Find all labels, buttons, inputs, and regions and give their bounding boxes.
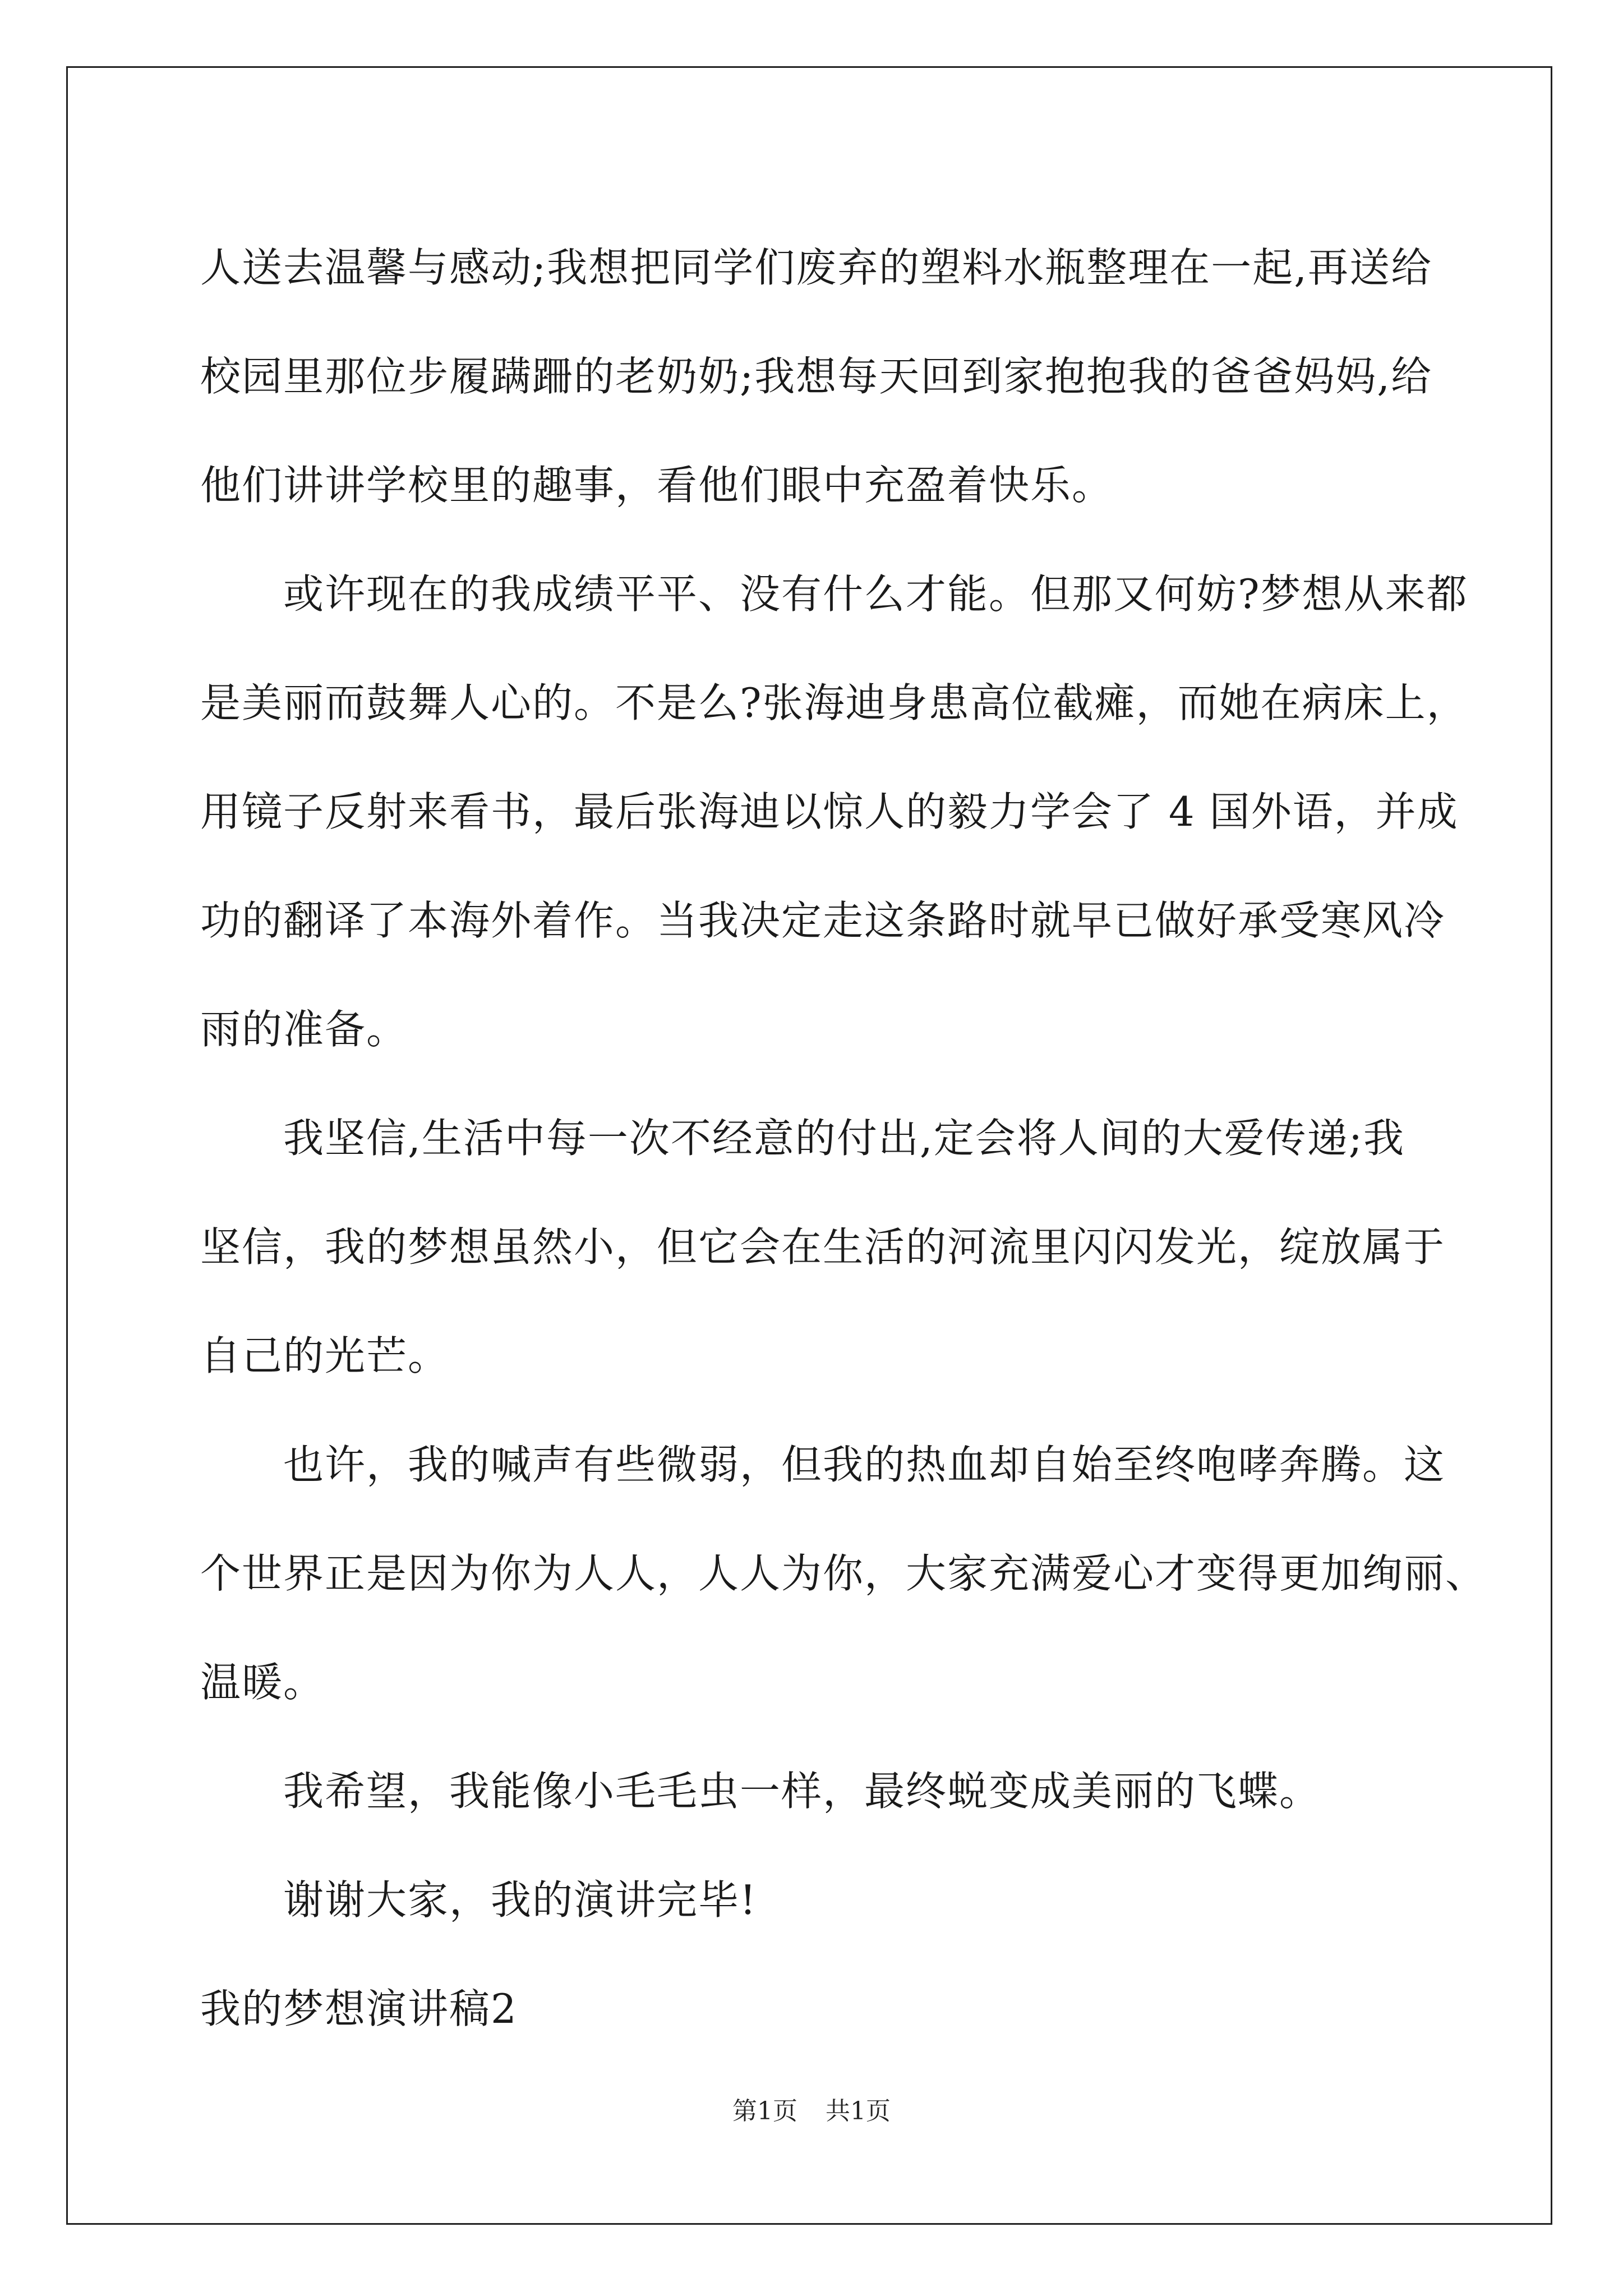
text-line: 是美丽而鼓舞人心的。不是么?张海迪身患高位截瘫，而她在病床上， [200, 679, 1468, 726]
paragraph-6 [200, 1846, 1484, 1954]
text-line: 我希望，我能像小毛毛虫一样，最终蜕变成美丽的飞蝶。 [283, 1768, 1321, 1815]
text-line: 或许现在的我成绩平平、没有什么才能。但那又何妨?梦想从来都 [283, 570, 1468, 618]
text-line: 我坚信,生活中每一次不经意的付出,定会将人间的大爱传递;我 [283, 1115, 1405, 1162]
paragraph-4 [200, 1410, 1487, 1737]
text-line: 温暖。 [200, 1659, 325, 1706]
page-number: 第1页 [732, 2097, 797, 2125]
text-line: 雨的准备。 [200, 1006, 408, 1053]
text-line: 个世界正是因为你为人人，人人为你，大家充满爱心才变得更加绚丽、 [200, 1550, 1487, 1597]
text-line: 自己的光芒。 [200, 1332, 450, 1379]
paragraph-5 [200, 1737, 1484, 1846]
text-line: 坚信，我的梦想虽然小，但它会在生活的河流里闪闪发光，绽放属于 [200, 1223, 1446, 1271]
text-line: 用镜子反射来看书，最后张海迪以惊人的毅力学会了 4 国外语，并成 [200, 788, 1459, 835]
paragraph-1 [200, 213, 1484, 540]
text-line: 也许，我的喊声有些微弱，但我的热血却自始至终咆哮奔腾。这 [283, 1441, 1446, 1488]
paragraph-3 [200, 1084, 1484, 1410]
paragraph-2 [200, 540, 1484, 1084]
text-line: 谢谢大家，我的演讲完毕! [283, 1876, 757, 1924]
section-heading: 我的梦想演讲稿2 [200, 1985, 518, 2032]
page-footer [0, 2091, 1623, 2127]
document-body [200, 213, 1487, 2063]
text-line: 功的翻译了本海外着作。当我决定走这条路时就早已做好承受寒风冷 [200, 897, 1446, 944]
page-total: 共1页 [826, 2097, 891, 2125]
text-line: 他们讲讲学校里的趣事，看他们眼中充盈着快乐。 [200, 462, 1114, 509]
text-line: 校园里那位步履蹒跚的老奶奶;我想每天回到家抱抱我的爸爸妈妈,给 [200, 353, 1433, 400]
text-line: 人送去温馨与感动;我想把同学们废弃的塑料水瓶整理在一起,再送给 [200, 244, 1433, 291]
